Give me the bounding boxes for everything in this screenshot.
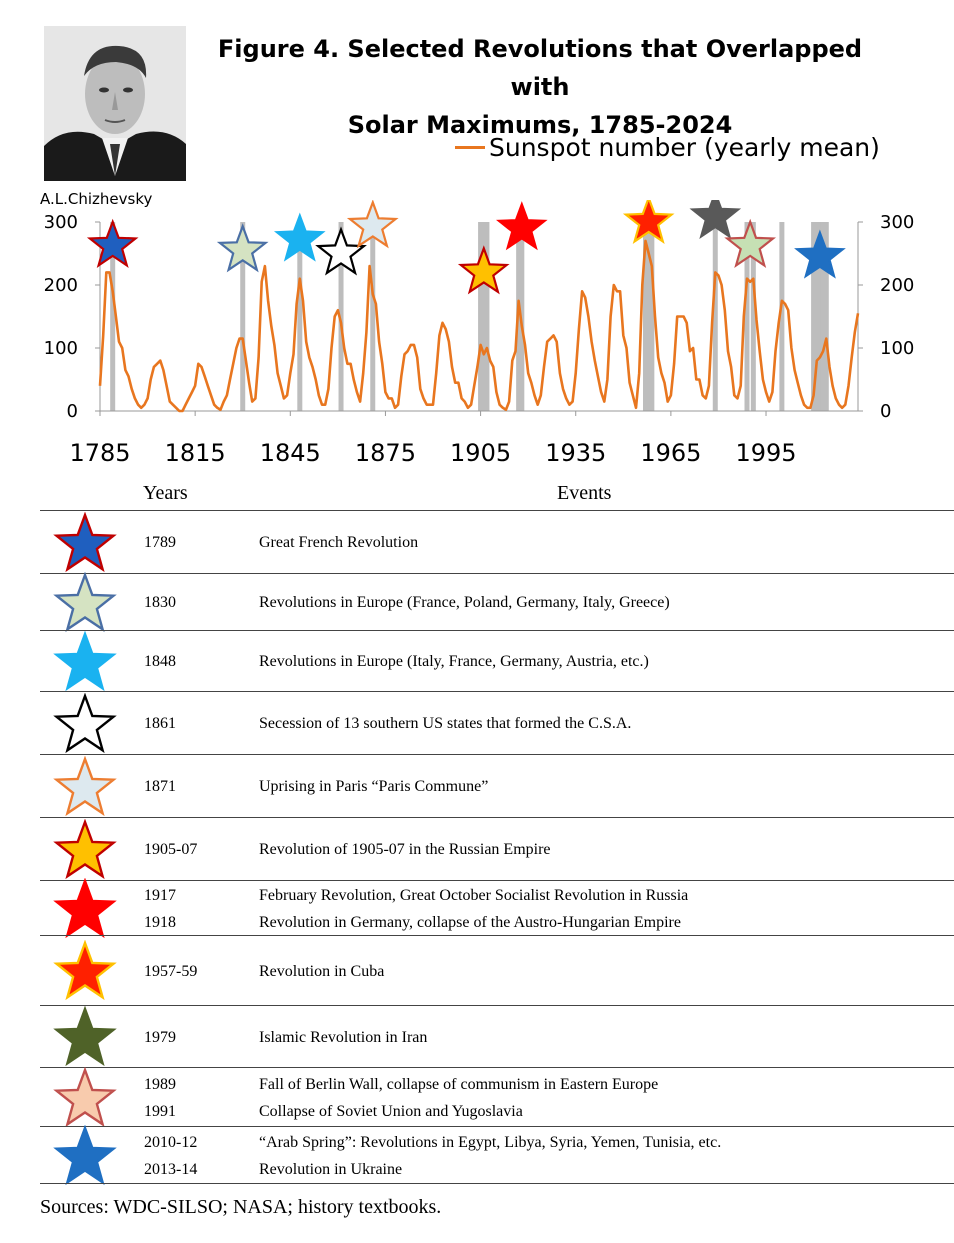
event-star-cell (40, 818, 130, 881)
event-years (144, 648, 176, 675)
event-year: 1989 (144, 1075, 176, 1093)
event-star-icon (52, 1125, 118, 1187)
y-tick-label-right: 300 (880, 212, 915, 233)
chart-event-stars (90, 200, 843, 292)
y-tick-label-right: 0 (880, 401, 892, 422)
event-year: 1957-59 (144, 962, 198, 980)
event-descriptions (259, 1071, 658, 1125)
event-star-icon (52, 631, 118, 693)
event-year: 1991 (144, 1102, 176, 1120)
chizhevsky-portrait (44, 26, 186, 181)
event-star-icon (52, 1067, 118, 1129)
event-descriptions (259, 648, 649, 675)
event-descriptions (259, 529, 418, 556)
y-tick-label-right: 100 (880, 338, 915, 359)
x-tick-label: 1785 (69, 439, 131, 467)
event-row (40, 691, 954, 755)
event-description: Collapse of Soviet Union and Yugoslavia (259, 1102, 523, 1120)
event-description: Fall of Berlin Wall, collapse of communism in Eastern Europe (259, 1075, 659, 1093)
event-year: 1917 (144, 886, 176, 904)
event-descriptions (259, 710, 631, 737)
x-tick-label: 1905 (450, 439, 512, 467)
star-shape (57, 1128, 114, 1182)
event-year: 1830 (144, 594, 176, 611)
event-star-icon (52, 940, 118, 1002)
event-bar (370, 222, 375, 411)
figure-title (190, 30, 890, 144)
event-star-cell (40, 1006, 130, 1068)
star-shape (57, 634, 114, 688)
event-years (144, 773, 176, 800)
event-row (40, 817, 954, 881)
portrait-caption: A.L.Chizhevsky (40, 190, 153, 208)
event-year: 1848 (144, 653, 176, 670)
x-tick-label: 1875 (354, 439, 416, 467)
event-descriptions (259, 773, 488, 800)
event-years (144, 958, 197, 985)
event-year: 2010-12 (144, 1133, 198, 1151)
star-shape (57, 515, 114, 569)
y-tick-label: 0 (66, 401, 78, 422)
event-description: Secession of 13 southern US states that formed the C.S.A. (259, 715, 632, 732)
event-description: February Revolution, Great October Socialist Revolution in Russia (259, 886, 689, 904)
event-star-icon (52, 756, 118, 818)
event-years (144, 1071, 176, 1125)
title-line-1: Figure 4. Selected Revolutions that Overlapped with (217, 35, 863, 101)
event-description: Revolution of 1905-07 in the Russian Empire (259, 841, 551, 858)
event-description: Revolutions in Europe (France, Poland, Germany, Italy, Greece) (259, 594, 670, 611)
event-description: Revolution in Ukraine (259, 1160, 403, 1178)
event-bars (110, 222, 829, 411)
event-star-icon (52, 878, 118, 940)
event-row (40, 935, 954, 1006)
event-description: Revolution in Germany, collapse of the Austro-Hungarian Empire (259, 913, 681, 931)
x-tick-label: 1995 (735, 439, 797, 467)
table-bottom-border (40, 1183, 954, 1184)
event-star-cell (40, 574, 130, 631)
table-header-years: Years (143, 482, 188, 504)
event-descriptions (259, 589, 670, 616)
event-year: 1918 (144, 913, 176, 931)
event-star-cell (40, 511, 130, 574)
event-star-cell (40, 1127, 130, 1184)
x-tick-label: 1815 (164, 439, 226, 467)
x-tick-label: 1965 (640, 439, 702, 467)
event-row (40, 1005, 954, 1068)
legend-label: Sunspot number (yearly mean) (489, 132, 880, 162)
event-year: 1905-07 (144, 841, 198, 858)
event-descriptions (259, 1024, 427, 1051)
event-row (40, 630, 954, 692)
event-descriptions (259, 836, 551, 863)
y-tick-label: 200 (43, 275, 78, 296)
event-row (40, 1067, 954, 1127)
event-row (40, 754, 954, 818)
event-years (144, 1129, 197, 1183)
event-year: 2013-14 (144, 1160, 198, 1178)
event-years (144, 882, 176, 936)
event-years (144, 529, 176, 556)
star-shape (57, 759, 114, 813)
x-tick-label: 1935 (545, 439, 607, 467)
event-row (40, 1126, 954, 1184)
event-star-cell (40, 1068, 130, 1127)
event-star-icon (52, 819, 118, 881)
event-row (40, 880, 954, 936)
event-row (40, 573, 954, 631)
y-tick-label: 100 (43, 338, 78, 359)
star-shape (57, 696, 114, 750)
portrait-image (44, 26, 186, 181)
title-line-2: Solar Maximums, 1785-2024 (347, 111, 733, 139)
y-tick-label-right: 200 (880, 275, 915, 296)
star-shape (57, 575, 114, 629)
event-years (144, 836, 197, 863)
event-years (144, 1024, 176, 1051)
event-years (144, 589, 176, 616)
event-year: 1871 (144, 778, 176, 795)
star-shape (57, 1009, 114, 1063)
event-descriptions (259, 958, 384, 985)
event-star-cell (40, 881, 130, 936)
event-description: “Arab Spring”: Revolutions in Egypt, Libya, Syria, Yemen, Tunisia, etc. (259, 1133, 722, 1151)
sunspot-chart (0, 200, 954, 475)
event-year: 1979 (144, 1028, 176, 1046)
sources-note: Sources: WDC-SILSO; NASA; history textbooks. (40, 1196, 442, 1218)
event-description: Revolutions in Europe (Italy, France, Germany, Austria, etc.) (259, 653, 649, 670)
legend-line-swatch (455, 146, 485, 149)
event-star-cell (40, 755, 130, 818)
event-star-icon (52, 512, 118, 574)
event-descriptions (259, 882, 688, 936)
event-star-icon (52, 1006, 118, 1068)
chart-star-icon (727, 222, 773, 266)
event-year: 1789 (144, 534, 176, 551)
event-star-cell (40, 692, 130, 755)
event-descriptions (259, 1129, 721, 1183)
event-description: Islamic Revolution in Iran (259, 1028, 428, 1046)
event-star-cell (40, 631, 130, 692)
y-tick-label: 300 (43, 212, 78, 233)
event-star-icon (52, 572, 118, 634)
event-star-cell (40, 936, 130, 1006)
event-description: Revolution in Cuba (259, 962, 385, 980)
star-shape (57, 1070, 114, 1124)
star-shape (57, 822, 114, 876)
chart-legend (455, 130, 880, 164)
x-tick-label: 1845 (259, 439, 321, 467)
event-star-icon (52, 693, 118, 755)
event-description: Uprising in Paris “Paris Commune” (259, 778, 489, 795)
event-years (144, 710, 176, 737)
table-header-events: Events (557, 482, 612, 504)
event-row (40, 510, 954, 574)
event-year: 1861 (144, 715, 176, 732)
event-description: Great French Revolution (259, 534, 419, 551)
star-shape (57, 881, 114, 935)
star-shape (57, 943, 114, 997)
